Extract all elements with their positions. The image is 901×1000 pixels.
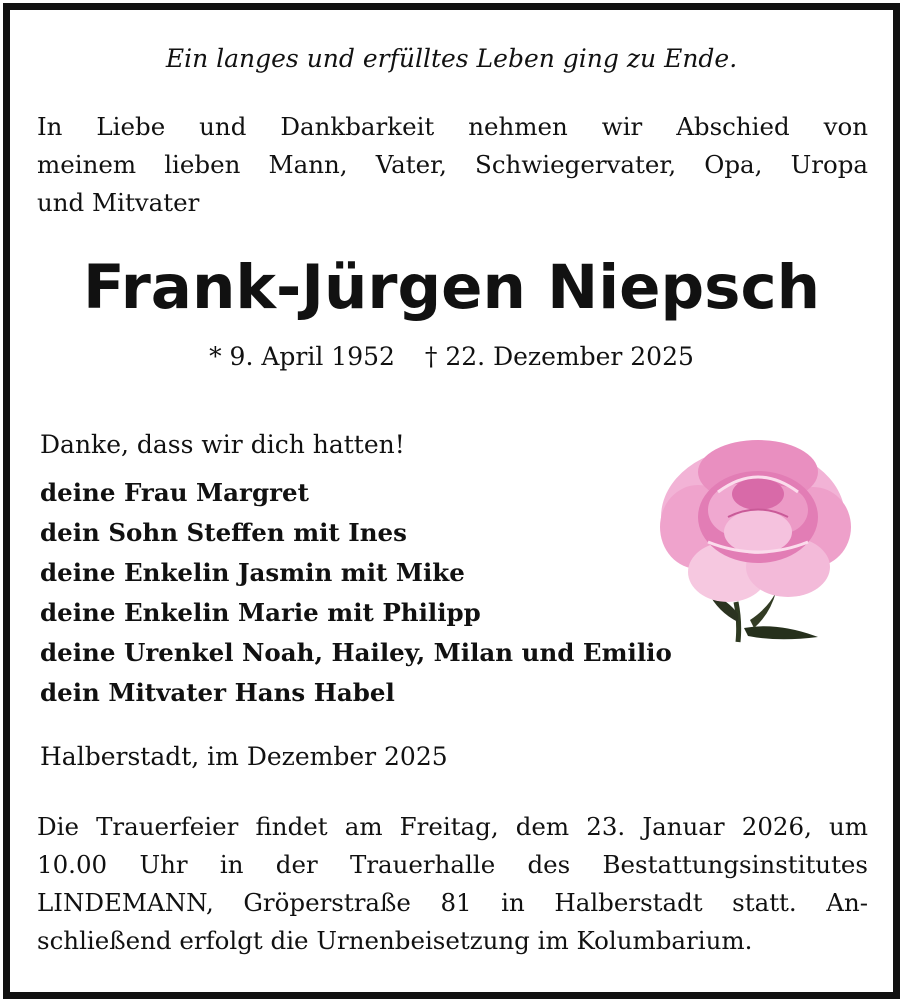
mourner-line: deine Enkelin Jasmin mit Mike xyxy=(40,558,465,587)
intro-paragraph xyxy=(37,108,868,222)
birth-date: * 9. April 1952 xyxy=(209,342,395,371)
life-dates xyxy=(10,342,893,371)
place-date: Halberstadt, im Dezember 2025 xyxy=(40,742,448,771)
death-date: † 22. Dezember 2025 xyxy=(424,342,694,371)
funeral-line: schließend erfolgt die Urnenbeisetzung im Kolumbarium. xyxy=(37,926,753,955)
mourner-line: deine Urenkel Noah, Hailey, Milan und Emilio xyxy=(40,638,672,667)
funeral-line: LINDEMANN, Gröperstraße 81 in Halberstadt statt. An- xyxy=(37,888,868,917)
intro-line: meinem lieben Mann, Vater, Schwiegervater, Opa, Uropa xyxy=(37,150,868,179)
intro-line: und Mitvater xyxy=(37,188,200,217)
intro-line: In Liebe und Dankbarkeit nehmen wir Abschied von xyxy=(37,112,868,141)
funeral-line: Die Trauerfeier findet am Freitag, dem 23. Januar 2026, um xyxy=(37,812,868,841)
mourner-line: dein Sohn Steffen mit Ines xyxy=(40,518,407,547)
funeral-paragraph xyxy=(37,808,868,960)
motto: Ein langes und erfülltes Leben ging zu Ende. xyxy=(165,44,738,73)
mourner-line: deine Enkelin Marie mit Philipp xyxy=(40,598,481,627)
mourner-line: deine Frau Margret xyxy=(40,478,309,507)
obituary-notice xyxy=(3,3,900,999)
pink-peony-icon xyxy=(658,432,858,644)
mourner-line: dein Mitvater Hans Habel xyxy=(40,678,395,707)
thanks-line: Danke, dass wir dich hatten! xyxy=(40,430,405,459)
deceased-name: Frank-Jürgen Niepsch xyxy=(82,252,821,323)
funeral-line: 10.00 Uhr in der Trauerhalle des Bestattungsinstitutes xyxy=(37,850,868,879)
